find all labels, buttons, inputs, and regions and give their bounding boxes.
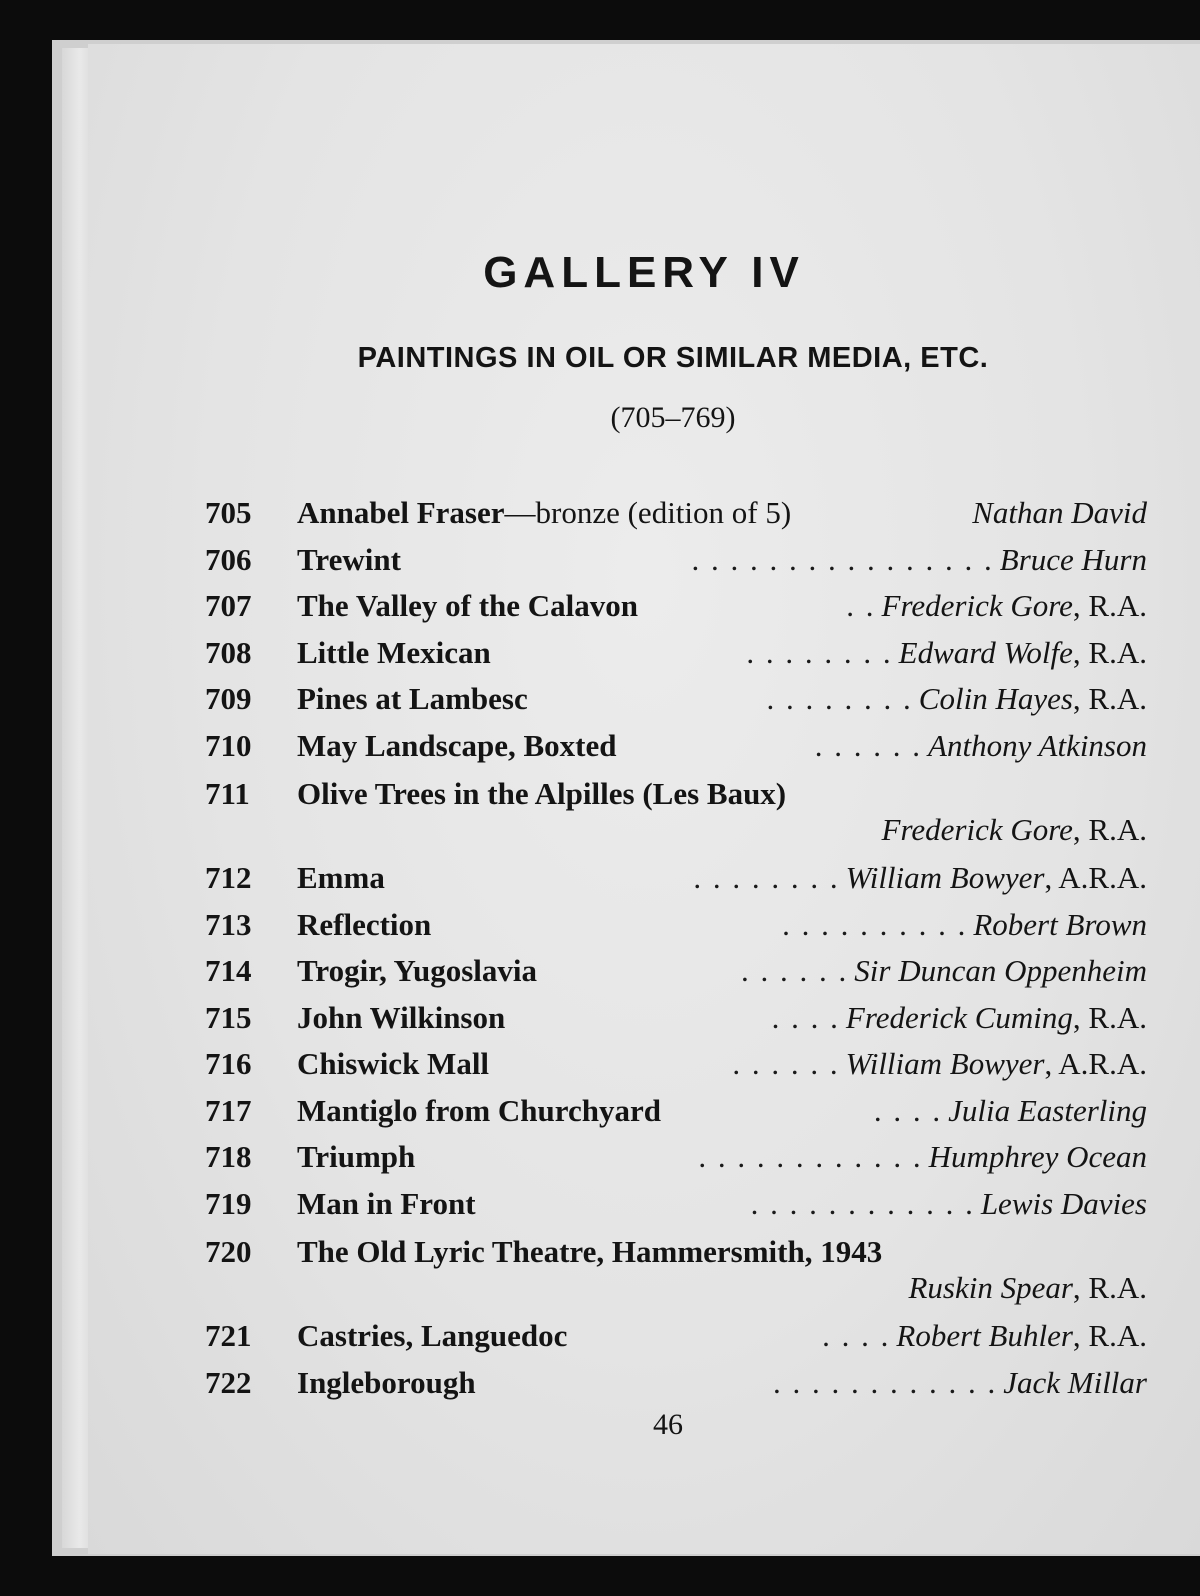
artist-name: Anthony Atkinson: [928, 727, 1147, 763]
catalogue-range: (705–769): [610, 401, 736, 434]
entry-title: The Valley of the Calavon: [297, 588, 639, 624]
artist-name: Lewis Davies: [980, 1185, 1147, 1221]
entry-artist: [846, 1000, 1147, 1036]
artist-name: Frederick Gore: [881, 812, 1073, 847]
entry-number: 720: [205, 1234, 252, 1269]
entry-number: 721: [205, 1318, 252, 1354]
artist-suffix: , R.A.: [1072, 634, 1147, 670]
artist-suffix: , A.R.A.: [1044, 860, 1147, 896]
list-item: [205, 676, 1147, 723]
list-item: [205, 490, 1147, 537]
entry-number: 713: [205, 906, 252, 942]
catalogue-page: [88, 44, 1200, 1554]
dot-leader: . . . . . . . .: [746, 634, 893, 670]
entry-number: 712: [205, 860, 252, 896]
artist-name: Robert Buhler: [896, 1318, 1073, 1354]
dot-leader: . . . . . .: [741, 953, 849, 989]
entry-artist: [1003, 1365, 1147, 1401]
list-item: [205, 537, 1147, 584]
page-number: 46: [653, 1408, 683, 1441]
entry-number: 710: [205, 727, 252, 763]
artist-suffix: , R.A.: [1072, 1318, 1147, 1354]
artist-name: Frederick Cuming: [845, 999, 1073, 1035]
list-item: [205, 1181, 1147, 1228]
entry-artist: [919, 681, 1147, 717]
artist-suffix: , A.R.A.: [1044, 1046, 1147, 1082]
entry-artist: [972, 495, 1147, 531]
entry-number: 719: [205, 1185, 252, 1221]
entry-title: Castries, Languedoc: [297, 1318, 568, 1354]
entry-artist: [846, 860, 1147, 896]
entry-title: May Landscape, Boxted: [297, 727, 617, 763]
list-item: [205, 769, 1147, 855]
dot-leader: . . . .: [771, 999, 840, 1035]
entry-title: Reflection: [297, 906, 432, 942]
list-item: [205, 1134, 1147, 1181]
entry-artist: [854, 953, 1147, 989]
section-subtitle: PAINTINGS IN OIL OR SIMILAR MEDIA, ETC.: [357, 342, 989, 374]
dot-leader: . . . . . . . . . . . .: [772, 1364, 998, 1400]
artist-name: Bruce Hurn: [999, 541, 1147, 577]
artist-name: William Bowyer: [845, 860, 1045, 896]
entry-artist: [899, 635, 1147, 671]
list-item: [205, 948, 1147, 995]
list-item: [205, 1041, 1147, 1088]
entry-number: 705: [205, 495, 252, 531]
artist-suffix: , R.A.: [1072, 588, 1147, 624]
artist-name: Robert Brown: [973, 906, 1147, 942]
entry-title: Ingleborough: [297, 1364, 476, 1400]
entry-artist: [205, 812, 1147, 848]
entry-title: Mantiglo from Churchyard: [297, 1092, 661, 1128]
artist-suffix: , R.A.: [1072, 681, 1147, 717]
artist-name: Jack Millar: [1003, 1364, 1147, 1400]
list-item: [205, 995, 1147, 1042]
dot-leader: . . . . . .: [732, 1046, 840, 1082]
dot-leader: . . . . . . . .: [766, 681, 913, 717]
entry-number: 715: [205, 999, 252, 1035]
artist-name: William Bowyer: [845, 1046, 1045, 1082]
dot-leader: . . . . . .: [814, 727, 923, 763]
list-item: [205, 902, 1147, 949]
list-item: [205, 583, 1147, 630]
dot-leader: . .: [846, 588, 876, 624]
artist-name: Edward Wolfe: [898, 634, 1073, 670]
entry-title-text: Annabel Fraser: [297, 495, 505, 531]
dot-leader: . . . . . . . . . . . . . . . .: [691, 541, 994, 577]
dot-leader: . . . .: [822, 1318, 891, 1354]
list-item: [205, 1313, 1147, 1360]
dot-leader: . . . . . . . . . . . .: [698, 1139, 923, 1175]
entry-title: Triumph: [297, 1139, 416, 1175]
dot-leader: . . . . . . . .: [693, 860, 840, 896]
artist-name: Julia Easterling: [948, 1092, 1147, 1128]
entry-artist: [896, 1318, 1147, 1354]
artist-suffix: , R.A.: [1072, 1270, 1147, 1305]
gallery-title: GALLERY IV: [483, 248, 805, 297]
entry-note: —bronze (edition of 5): [504, 495, 792, 531]
entry-artist: [205, 1270, 1147, 1306]
entry-number: 714: [205, 953, 252, 989]
entry-artist: [981, 1186, 1147, 1222]
entry-title: Pines at Lambesc: [297, 681, 528, 717]
dot-leader: . . . .: [873, 1092, 943, 1128]
dot-leader: . . . . . . . . . .: [782, 906, 968, 942]
entry-number: 711: [205, 776, 250, 811]
entry-number: 707: [205, 588, 252, 624]
entry-artist: [928, 728, 1147, 764]
list-item: [205, 855, 1147, 902]
entry-artist: [882, 588, 1147, 624]
list-item: [205, 1360, 1147, 1407]
list-item: [205, 1088, 1147, 1135]
entry-title: The Old Lyric Theatre, Hammersmith, 1943: [297, 1234, 883, 1269]
entry-artist: [973, 907, 1147, 943]
list-item: [205, 1227, 1147, 1313]
entry-title: Little Mexican: [297, 634, 491, 670]
entry-artist: [1000, 542, 1147, 578]
entry-title: [297, 495, 791, 531]
entry-number: 708: [205, 634, 252, 670]
entry-title: John Wilkinson: [297, 999, 506, 1035]
entry-number: 709: [205, 681, 252, 717]
artist-suffix: , R.A.: [1072, 812, 1147, 847]
dot-leader: . . . . . . . . . . . .: [750, 1185, 975, 1221]
artist-name: Humphrey Ocean: [928, 1139, 1147, 1175]
artist-name: Ruskin Spear: [908, 1270, 1073, 1305]
list-item: [205, 630, 1147, 677]
entry-number: 722: [205, 1364, 252, 1400]
entry-list: [205, 490, 1147, 1406]
artist-suffix: , R.A.: [1072, 999, 1147, 1035]
artist-name: Colin Hayes: [918, 681, 1073, 717]
entry-title: Trewint: [297, 541, 401, 577]
entry-number: 706: [205, 541, 252, 577]
artist-name: Sir Duncan Oppenheim: [854, 953, 1147, 989]
list-item: [205, 723, 1147, 770]
entry-number: 716: [205, 1046, 252, 1082]
artist-name: Nathan David: [972, 495, 1147, 531]
entry-artist: [948, 1093, 1147, 1129]
entry-title: Chiswick Mall: [297, 1046, 490, 1082]
entry-title: Emma: [297, 860, 385, 896]
entry-artist: [846, 1046, 1147, 1082]
entry-title: Man in Front: [297, 1185, 476, 1221]
entry-number: 717: [205, 1092, 252, 1128]
entry-title: Olive Trees in the Alpilles (Les Baux): [297, 776, 787, 811]
entry-number: 718: [205, 1139, 252, 1175]
entry-title: Trogir, Yugoslavia: [297, 953, 538, 989]
artist-name: Frederick Gore: [881, 588, 1073, 624]
entry-artist: [929, 1139, 1147, 1175]
